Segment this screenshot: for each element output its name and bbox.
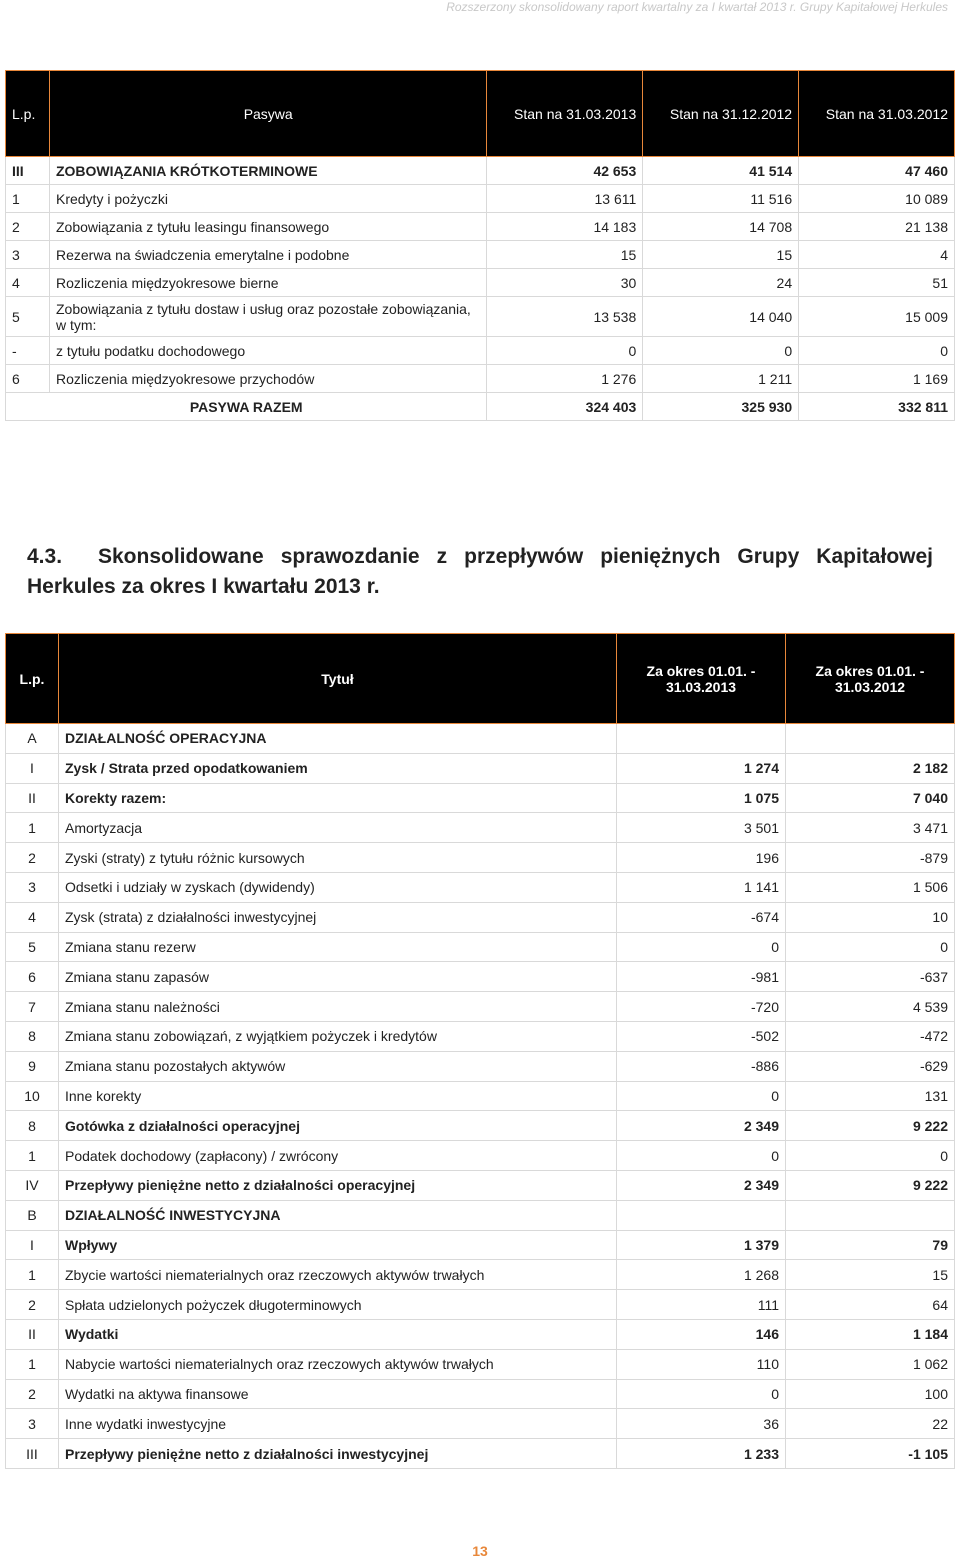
row-value-2013-03: 30 (487, 269, 643, 297)
row-lp: 1 (6, 185, 50, 213)
header-pasywa: Pasywa (49, 71, 486, 157)
row-title: Przepływy pieniężne netto z działalności inwestycyjnej (59, 1439, 617, 1469)
row-title: Zbycie wartości niematerialnych oraz rzeczowych aktywów trwałych (59, 1260, 617, 1290)
row-value-2012-12: 24 (643, 269, 799, 297)
row-title: Nabycie wartości niematerialnych oraz rzeczowych aktywów trwałych (59, 1349, 617, 1379)
row-value-2012-12: 15 (643, 241, 799, 269)
row-lp: II (6, 783, 59, 813)
liabilities-header-row (6, 71, 955, 157)
cash-flow-row (6, 1081, 955, 1111)
row-value-2012: 9 222 (786, 1170, 955, 1200)
row-title: Wydatki na aktywa finansowe (59, 1379, 617, 1409)
row-value-2013: 196 (617, 843, 786, 873)
row-value-2012 (786, 724, 955, 754)
row-lp: 8 (6, 1021, 59, 1051)
row-title: Zyski (straty) z tytułu różnic kursowych (59, 843, 617, 873)
row-label: Zobowiązania z tytułu dostaw i usług oraz pozostałe zobowiązania, w tym: (49, 297, 486, 337)
running-header: Rozszerzony skonsolidowany raport kwartalny za I kwartał 2013 r. Grupy Kapitałowej Herkules (446, 0, 948, 14)
row-value-2013: 0 (617, 1379, 786, 1409)
row-value-2013: -502 (617, 1021, 786, 1051)
row-title: Wpływy (59, 1230, 617, 1260)
liabilities-row (6, 185, 955, 213)
row-value-2013: 3 501 (617, 813, 786, 843)
row-value-2012: 7 040 (786, 783, 955, 813)
row-value-2013: 2 349 (617, 1170, 786, 1200)
liabilities-row (6, 269, 955, 297)
row-title: Zmiana stanu zobowiązań, z wyjątkiem pożyczek i kredytów (59, 1021, 617, 1051)
row-title: Odsetki i udziały w zyskach (dywidendy) (59, 872, 617, 902)
row-title: Zysk / Strata przed opodatkowaniem (59, 753, 617, 783)
cash-flow-row (6, 1379, 955, 1409)
cash-flow-row (6, 1021, 955, 1051)
cash-flow-row (6, 1200, 955, 1230)
cash-flow-row (6, 1409, 955, 1439)
cash-flow-row (6, 1349, 955, 1379)
cash-flow-row (6, 1051, 955, 1081)
row-value-2012-12: 14 040 (643, 297, 799, 337)
cash-flow-header-row (6, 634, 955, 724)
row-lp: 6 (6, 365, 50, 393)
row-value-2012: 131 (786, 1081, 955, 1111)
row-value-2013-03: 14 183 (487, 213, 643, 241)
row-value-2012-03: 1 169 (799, 365, 955, 393)
row-lp: I (6, 1230, 59, 1260)
header-lp: L.p. (6, 634, 59, 724)
row-label: ZOBOWIĄZANIA KRÓTKOTERMINOWE (49, 157, 486, 185)
row-lp: 5 (6, 932, 59, 962)
header-period-2012: Za okres 01.01. - 31.03.2012 (786, 634, 955, 724)
row-value-2013: -981 (617, 962, 786, 992)
cash-flow-row (6, 1439, 955, 1469)
row-title: Spłata udzielonych pożyczek długoterminowych (59, 1290, 617, 1320)
row-lp: 1 (6, 1349, 59, 1379)
row-lp: B (6, 1200, 59, 1230)
cash-flow-row (6, 1260, 955, 1290)
header-period-2013: Za okres 01.01. - 31.03.2013 (617, 634, 786, 724)
cash-flow-row (6, 813, 955, 843)
row-value-2012: 15 (786, 1260, 955, 1290)
cash-flow-row (6, 1230, 955, 1260)
row-value-2012-03: 15 009 (799, 297, 955, 337)
row-value-2013: 146 (617, 1319, 786, 1349)
row-value-2013: -720 (617, 992, 786, 1022)
row-value-2012 (786, 1200, 955, 1230)
row-value-2013 (617, 724, 786, 754)
liabilities-row (6, 365, 955, 393)
row-title: Zysk (strata) z działalności inwestycyjnej (59, 902, 617, 932)
cash-flow-row (6, 932, 955, 962)
row-lp: 1 (6, 1141, 59, 1171)
section-heading (27, 542, 933, 602)
cash-flow-row (6, 1290, 955, 1320)
row-value-2012: 64 (786, 1290, 955, 1320)
row-value-2012: 9 222 (786, 1111, 955, 1141)
row-lp: 9 (6, 1051, 59, 1081)
row-value-2013: 1 233 (617, 1439, 786, 1469)
cash-flow-row (6, 872, 955, 902)
row-title: Przepływy pieniężne netto z działalności operacyjnej (59, 1170, 617, 1200)
section-title: Skonsolidowane sprawozdanie z przepływów pieniężnych Grupy Kapitałowej Herkules za okres I kwartału 2013 r. (27, 545, 933, 598)
row-label: Zobowiązania z tytułu leasingu finansowego (49, 213, 486, 241)
cash-flow-row (6, 1141, 955, 1171)
cash-flow-row (6, 783, 955, 813)
row-value-2013 (617, 1200, 786, 1230)
row-value-2012: 1 062 (786, 1349, 955, 1379)
row-title: Korekty razem: (59, 783, 617, 813)
row-lp: - (6, 337, 50, 365)
row-lp: 3 (6, 241, 50, 269)
row-lp: 4 (6, 269, 50, 297)
row-value-2012: 10 (786, 902, 955, 932)
row-title: Zmiana stanu rezerw (59, 932, 617, 962)
liabilities-table (5, 70, 955, 421)
row-lp: 6 (6, 962, 59, 992)
row-value-2012: 0 (786, 1141, 955, 1171)
row-value-2012-12: 14 708 (643, 213, 799, 241)
row-value-2012: 79 (786, 1230, 955, 1260)
total-value: 324 403 (487, 393, 643, 421)
row-value-2013-03: 15 (487, 241, 643, 269)
row-value-2012-12: 1 211 (643, 365, 799, 393)
row-lp: 10 (6, 1081, 59, 1111)
row-lp: 3 (6, 872, 59, 902)
row-value-2012: 22 (786, 1409, 955, 1439)
row-value-2013: 1 075 (617, 783, 786, 813)
row-lp: 5 (6, 297, 50, 337)
liabilities-row (6, 157, 955, 185)
row-value-2013: 0 (617, 1081, 786, 1111)
row-lp: A (6, 724, 59, 754)
row-title: Inne korekty (59, 1081, 617, 1111)
cash-flow-table (5, 633, 955, 1469)
row-lp: 7 (6, 992, 59, 1022)
row-value-2012: -472 (786, 1021, 955, 1051)
row-value-2013: 0 (617, 1141, 786, 1171)
row-lp: 2 (6, 213, 50, 241)
cash-flow-row (6, 1319, 955, 1349)
row-title: Wydatki (59, 1319, 617, 1349)
row-value-2012: -1 105 (786, 1439, 955, 1469)
row-title: Zmiana stanu należności (59, 992, 617, 1022)
row-title: Zmiana stanu pozostałych aktywów (59, 1051, 617, 1081)
row-value-2012-03: 51 (799, 269, 955, 297)
row-value-2013: 0 (617, 932, 786, 962)
row-value-2012-03: 0 (799, 337, 955, 365)
row-value-2013: 1 268 (617, 1260, 786, 1290)
header-title: Tytuł (59, 634, 617, 724)
row-value-2012-03: 10 089 (799, 185, 955, 213)
row-value-2013-03: 13 538 (487, 297, 643, 337)
row-value-2013: 1 274 (617, 753, 786, 783)
total-label: PASYWA RAZEM (6, 393, 487, 421)
cash-flow-row (6, 753, 955, 783)
row-lp: 4 (6, 902, 59, 932)
row-value-2012: 1 184 (786, 1319, 955, 1349)
liabilities-row (6, 213, 955, 241)
row-value-2013: -886 (617, 1051, 786, 1081)
row-value-2012-12: 11 516 (643, 185, 799, 213)
row-value-2012: -637 (786, 962, 955, 992)
row-value-2013-03: 0 (487, 337, 643, 365)
page-number: 13 (472, 1543, 488, 1559)
row-lp: III (6, 1439, 59, 1469)
row-lp: II (6, 1319, 59, 1349)
row-value-2012: -879 (786, 843, 955, 873)
cash-flow-row (6, 724, 955, 754)
liabilities-total-row (6, 393, 955, 421)
header-col-2012-03: Stan na 31.03.2012 (799, 71, 955, 157)
row-value-2013: 2 349 (617, 1111, 786, 1141)
row-value-2012: -629 (786, 1051, 955, 1081)
row-value-2013-03: 13 611 (487, 185, 643, 213)
row-lp: 3 (6, 1409, 59, 1439)
total-value: 325 930 (643, 393, 799, 421)
row-value-2013: 1 141 (617, 872, 786, 902)
row-value-2012: 4 539 (786, 992, 955, 1022)
row-value-2013: -674 (617, 902, 786, 932)
cash-flow-row (6, 1170, 955, 1200)
row-lp: I (6, 753, 59, 783)
row-lp: IV (6, 1170, 59, 1200)
liabilities-row (6, 241, 955, 269)
cash-flow-row (6, 992, 955, 1022)
row-lp: 2 (6, 1290, 59, 1320)
row-lp: III (6, 157, 50, 185)
row-value-2012-03: 4 (799, 241, 955, 269)
row-value-2013-03: 1 276 (487, 365, 643, 393)
row-label: Rozliczenia międzyokresowe bierne (49, 269, 486, 297)
row-value-2012-03: 21 138 (799, 213, 955, 241)
cash-flow-row (6, 962, 955, 992)
row-value-2012: 2 182 (786, 753, 955, 783)
row-value-2013: 36 (617, 1409, 786, 1439)
row-title: Inne wydatki inwestycyjne (59, 1409, 617, 1439)
row-value-2012-03: 47 460 (799, 157, 955, 185)
cash-flow-row (6, 1111, 955, 1141)
row-value-2012: 1 506 (786, 872, 955, 902)
row-lp: 1 (6, 813, 59, 843)
row-label: Rozliczenia międzyokresowe przychodów (49, 365, 486, 393)
row-value-2012-12: 41 514 (643, 157, 799, 185)
row-title: Amortyzacja (59, 813, 617, 843)
row-value-2013-03: 42 653 (487, 157, 643, 185)
header-lp: L.p. (6, 71, 50, 157)
row-lp: 8 (6, 1111, 59, 1141)
row-value-2012: 100 (786, 1379, 955, 1409)
total-value: 332 811 (799, 393, 955, 421)
row-title: Podatek dochodowy (zapłacony) / zwrócony (59, 1141, 617, 1171)
cash-flow-row (6, 902, 955, 932)
liabilities-row (6, 297, 955, 337)
row-title: Gotówka z działalności operacyjnej (59, 1111, 617, 1141)
row-label: Kredyty i pożyczki (49, 185, 486, 213)
row-value-2012-12: 0 (643, 337, 799, 365)
row-value-2012: 3 471 (786, 813, 955, 843)
header-col-2013-03: Stan na 31.03.2013 (487, 71, 643, 157)
row-lp: 2 (6, 1379, 59, 1409)
row-lp: 2 (6, 843, 59, 873)
row-title: DZIAŁALNOŚĆ OPERACYJNA (59, 724, 617, 754)
cash-flow-row (6, 843, 955, 873)
row-value-2013: 110 (617, 1349, 786, 1379)
row-label: Rezerwa na świadczenia emerytalne i podobne (49, 241, 486, 269)
row-value-2013: 1 379 (617, 1230, 786, 1260)
row-title: DZIAŁALNOŚĆ INWESTYCYJNA (59, 1200, 617, 1230)
section-number: 4.3. (27, 545, 63, 568)
row-value-2013: 111 (617, 1290, 786, 1320)
row-lp: 1 (6, 1260, 59, 1290)
liabilities-row (6, 337, 955, 365)
row-label: z tytułu podatku dochodowego (49, 337, 486, 365)
header-col-2012-12: Stan na 31.12.2012 (643, 71, 799, 157)
row-value-2012: 0 (786, 932, 955, 962)
row-title: Zmiana stanu zapasów (59, 962, 617, 992)
